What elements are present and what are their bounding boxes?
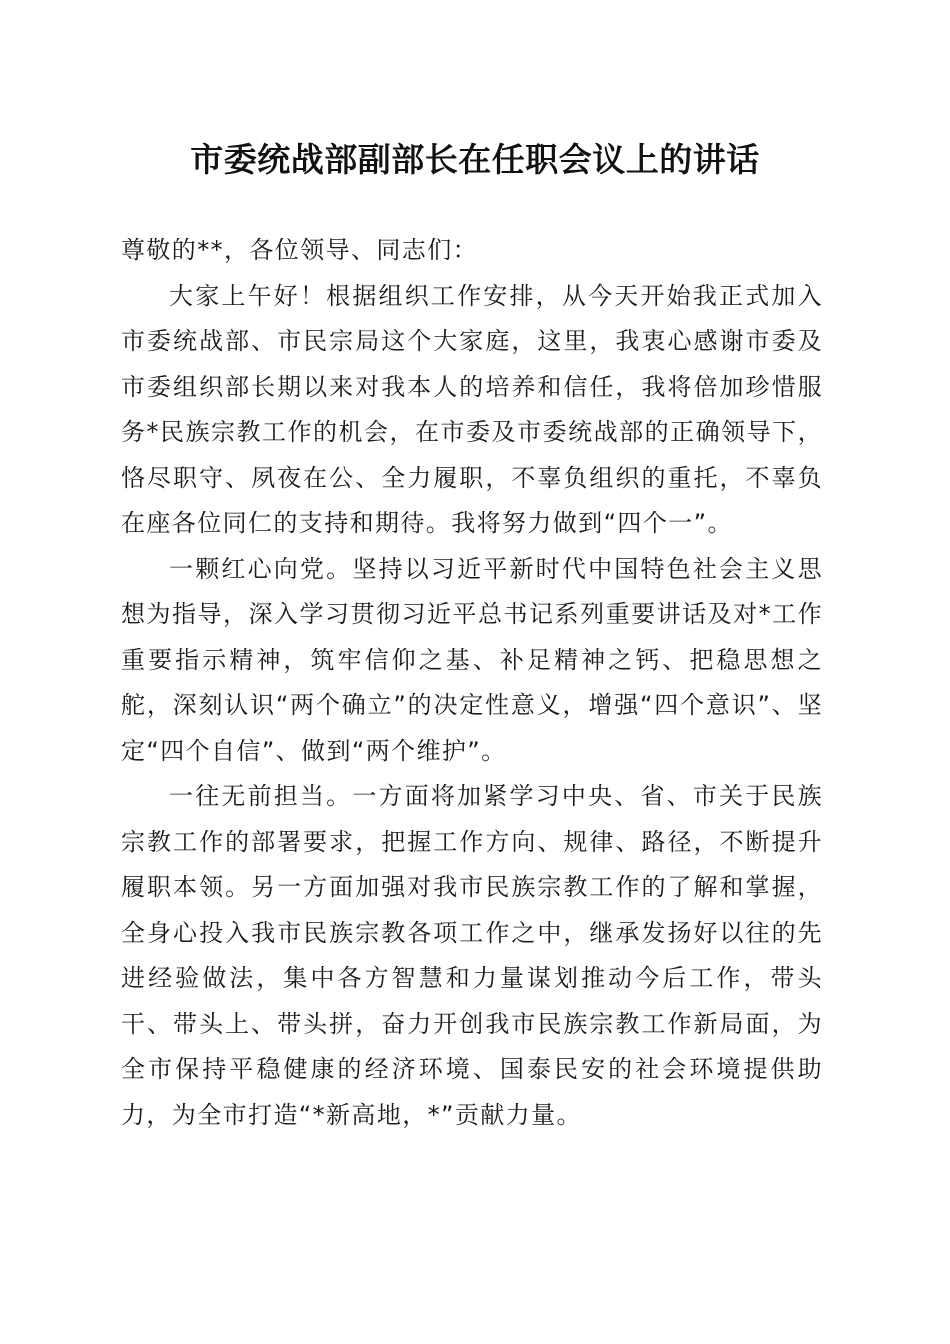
- paragraph-responsibility: 一往无前担当。一方面将加紧学习中央、省、市关于民族宗教工作的部署要求，把握工作方向、规律、路径，不断提升履职本领。另一方面加强对我市民族宗教工作的了解和掌握，全身心投入我市民族宗教各项工作之中，继承发扬好以往的先进经验做法，集中各方智慧和力量谋划推动今后工作，带头干、带头上、带头拼，奋力开创我市民族宗教工作新局面，为全市保持平稳健康的经济环境、国泰民安的社会环境提供助力，为全市打造“*新高地，*”贡献力量。: [121, 782, 823, 1129]
- salutation: 尊敬的**，各位领导、同志们：: [121, 236, 478, 264]
- paragraph-intro: 大家上午好！根据组织工作安排，从今天开始我正式加入市委统战部、市民宗局这个大家庭，这里，我衷心感谢市委及市委组织部长期以来对我本人的培养和信任，我将倍加珍惜服务*民族宗教工作的机会，在市委及市委统战部的正确领导下，恪尽职守、夙夜在公、全力履职，不辜负组织的重托，不辜负在座各位同仁的支持和期待。我将努力做到“四个一”。: [121, 281, 823, 537]
- document-body: [121, 228, 823, 1138]
- paragraph-loyalty: 一颗红心向党。坚持以习近平新时代中国特色社会主义思想为指导，深入学习贯彻习近平总书记系列重要讲话及对*工作重要指示精神，筑牢信仰之基、补足精神之钙、把稳思想之舵，深刻认识“两个确立”的决定性意义，增强“四个意识”、坚定“四个自信”、做到“两个维护”。: [121, 554, 823, 765]
- document-title: 市委统战部副部长在任职会议上的讲话: [190, 140, 760, 179]
